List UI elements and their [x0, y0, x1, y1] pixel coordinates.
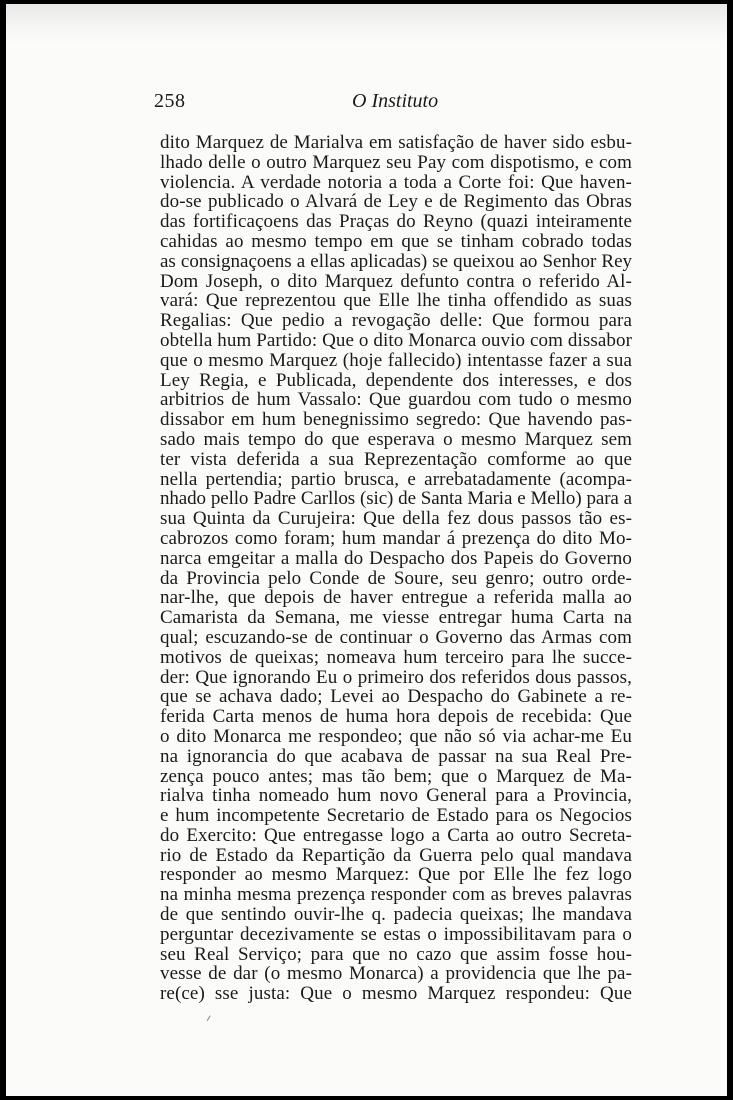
text-line: ferida Carta menos de huma hora depois de recebida: Que	[160, 706, 632, 728]
text-line: das fortificaçoens das Praças do Reyno (quazi inteiramente	[160, 211, 632, 233]
text-line: na minha mesma prezença responder com as breves palavras	[160, 884, 632, 906]
text-line: qual; escuzando-se de continuar o Governo das Armas com	[160, 626, 632, 648]
text-line: zença pouco antes; mas tão bem; que o Marquez de Ma-	[160, 765, 632, 787]
text-line: do-se publicado o Alvará de Ley e de Regimento das Obras	[160, 191, 632, 213]
text-line: rio de Estado da Repartição da Guerra pelo qual mandava	[160, 844, 632, 866]
text-line: responder ao mesmo Marquez: Que por Elle lhe fez logo	[160, 864, 632, 886]
page-number: 258	[154, 90, 186, 112]
text-line: da Provincia pelo Conde de Soure, seu genro; outro orde-	[160, 567, 632, 589]
scan-shadow	[6, 4, 727, 44]
text-line: vesse de dar (o mesmo Monarca) a providencia que lhe pa-	[160, 963, 632, 985]
text-line: ter vista deferida a sua Reprezentação comforme ao que	[160, 448, 632, 470]
text-line: re(ce) sse justa: Que o mesmo Marquez respondeu: Que	[160, 983, 632, 1005]
text-line: dissabor em hum benegnissimo segredo: Que havendo pas-	[160, 409, 632, 431]
text-line: nella pertendia; partio brusca, e arrebatadamente (acompa-	[160, 468, 632, 490]
text-line: Camarista da Semana, me viesse entregar huma Carta na	[160, 607, 632, 629]
text-line: lhado delle o outro Marquez seu Pay com dispotismo, e com	[160, 151, 632, 173]
text-line: e hum incompetente Secretario de Estado para os Negocios	[160, 805, 632, 827]
text-line: cabrozos como foram; hum mandar á prezença do dito Mo-	[160, 527, 632, 549]
text-line: que o mesmo Marquez (hoje fallecido) intentasse fazer a sua	[160, 349, 632, 371]
text-line: narca emgeitar a malla do Despacho dos Papeis do Governo	[160, 547, 632, 569]
text-line: do Exercito: Que entregasse logo a Carta ao outro Secreta-	[160, 824, 632, 846]
text-line: na ignorancia do que acabava de passar na sua Real Pre-	[160, 745, 632, 767]
text-line: seu Real Serviço; para que no cazo que assim fosse hou-	[160, 943, 632, 965]
text-line: Dom Joseph, o dito Marquez defunto contra o referido Al-	[160, 270, 632, 292]
stray-mark	[207, 1015, 213, 1022]
running-title: O Instituto	[352, 90, 439, 112]
body-text	[160, 133, 632, 1004]
page-header	[154, 90, 630, 116]
text-line: sado mais tempo do que esperava o mesmo Marquez sem	[160, 428, 632, 450]
text-line: arbitrios de hum Vassalo: Que guardou com tudo o mesmo	[160, 389, 632, 411]
text-line: vará: Que reprezentou que Elle lhe tinha offendido as suas	[160, 290, 632, 312]
text-line: dito Marquez de Marialva em satisfação de haver sido esbu-	[160, 132, 632, 153]
text-line: as consignaçoens a ellas aplicadas) se queixou ao Senhor Rey	[160, 250, 632, 272]
text-line: sua Quinta da Curujeira: Que della fez dous passos tão es-	[160, 508, 632, 530]
text-line: der: Que ignorando Eu o primeiro dos referidos dous passos,	[160, 666, 632, 688]
text-line: Regalias: Que pedio a revogação delle: Que formou para	[160, 310, 632, 332]
text-line: motivos de queixas; nomeava hum terceiro para lhe succe-	[160, 646, 632, 668]
text-line: cahidas ao mesmo tempo em que se tinham cobrado todas	[160, 230, 632, 252]
text-line: perguntar decezivamente se estas o impossibilitavam para o	[160, 923, 632, 945]
text-line: o dito Monarca me respondeo; que não só via achar-me Eu	[160, 725, 632, 747]
text-line: nhado pello Padre Carllos (sic) de Santa Maria e Mello) para a	[160, 488, 632, 510]
text-line: obtella hum Partido: Que o dito Monarca ouvio com dissabor	[160, 329, 632, 351]
text-line: Ley Regia, e Publicada, dependente dos interesses, e dos	[160, 369, 632, 391]
text-line: rialva tinha nomeado hum novo General para a Provincia,	[160, 785, 632, 807]
text-line: de que sentindo ouvir-lhe q. padecia queixas; lhe mandava	[160, 904, 632, 926]
text-line: violencia. A verdade notoria a toda a Corte foi: Que haven-	[160, 171, 632, 193]
text-line: que se achava dado; Levei ao Despacho do Gabinete a re-	[160, 686, 632, 708]
text-line: nar-lhe, que depois de haver entregue a referida malla ao	[160, 587, 632, 609]
